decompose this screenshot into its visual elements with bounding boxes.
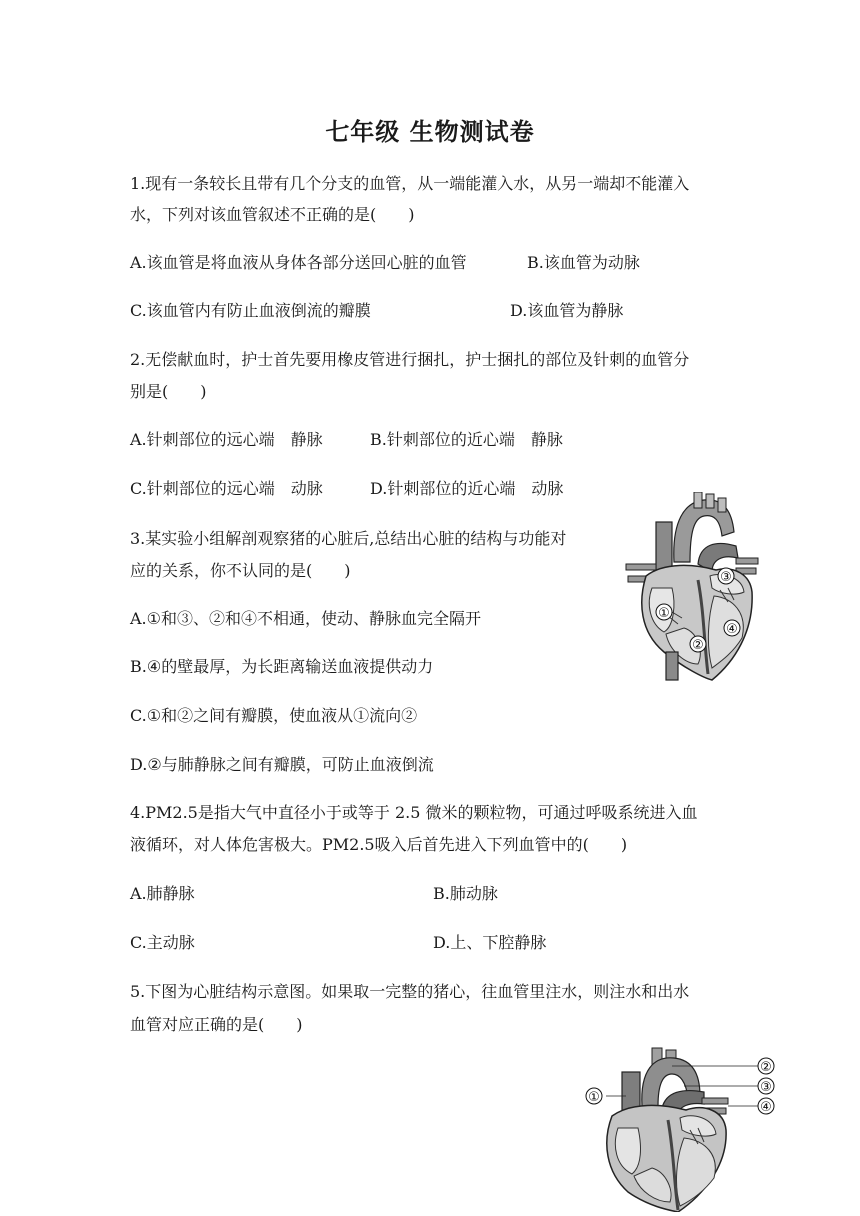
q4-option-a: A.肺静脉 <box>130 884 195 903</box>
q1-stem-line1: 1.现有一条较长且带有几个分支的血管，从一端能灌入水，从另一端却不能灌入 <box>130 174 690 193</box>
q2-option-a: A.针刺部位的远心端 静脉 <box>130 430 323 449</box>
q3-option-d: D.②与肺静脉之间有瓣膜，可防止血液倒流 <box>130 755 434 774</box>
q1-stem-line2: 水，下列对该血管叙述不正确的是( ) <box>130 205 415 224</box>
q3-option-b: B.④的壁最厚，为长距离输送血液提供动力 <box>130 657 434 676</box>
q3-fig-label-2: ② <box>692 638 704 653</box>
q3-fig-label-4: ④ <box>726 622 738 637</box>
q5-stem-line2: 血管对应正确的是( ) <box>130 1015 303 1034</box>
q2-option-b: B.针刺部位的近心端 静脉 <box>370 430 563 449</box>
q3-option-c: C.①和②之间有瓣膜，使血液从①流向② <box>130 706 418 725</box>
q5-fig-label-1: ① <box>588 1090 600 1105</box>
q3-stem-line2: 应的关系，你不认同的是( ) <box>130 561 351 580</box>
q2-option-d: D.针刺部位的近心端 动脉 <box>370 479 564 498</box>
q5-fig-label-3: ③ <box>760 1080 772 1095</box>
q3-heart-figure <box>624 492 760 682</box>
q4-option-c: C.主动脉 <box>130 933 195 952</box>
q2-stem-line1: 2.无偿献血时，护士首先要用橡皮管进行捆扎，护士捆扎的部位及针刺的血管分 <box>130 350 690 369</box>
page-title: 七年级 生物测试卷 <box>325 118 535 146</box>
q3-fig-label-1: ① <box>658 606 670 621</box>
q1-option-c: C.该血管内有防止血液倒流的瓣膜 <box>130 301 371 320</box>
q1-option-b: B.该血管为动脉 <box>527 253 640 272</box>
q5-heart-figure <box>582 1046 778 1212</box>
q3-fig-label-3: ③ <box>720 570 732 585</box>
q4-stem-line2: 液循环，对人体危害极大。PM2.5吸入后首先进入下列血管中的( ) <box>130 835 628 854</box>
q5-fig-label-4: ④ <box>760 1100 772 1115</box>
q2-option-c: C.针刺部位的远心端 动脉 <box>130 479 323 498</box>
q5-fig-label-2: ② <box>760 1060 772 1075</box>
q3-stem-line1: 3.某实验小组解剖观察猪的心脏后,总结出心脏的结构与功能对 <box>130 529 567 548</box>
q1-option-d: D.该血管为静脉 <box>510 301 624 320</box>
q4-stem-line1: 4.PM2.5是指大气中直径小于或等于 2.5 微米的颗粒物，可通过呼吸系统进入血 <box>130 803 698 822</box>
q1-option-a: A.该血管是将血液从身体各部分送回心脏的血管 <box>130 253 467 272</box>
q2-stem-line2: 别是( ) <box>130 382 207 401</box>
q3-option-a: A.①和③、②和④不相通，使动、静脉血完全隔开 <box>130 609 481 628</box>
q4-option-b: B.肺动脉 <box>433 884 498 903</box>
q4-option-d: D.上、下腔静脉 <box>433 933 547 952</box>
q5-stem-line1: 5.下图为心脏结构示意图。如果取一完整的猪心，往血管里注水，则注水和出水 <box>130 982 690 1001</box>
